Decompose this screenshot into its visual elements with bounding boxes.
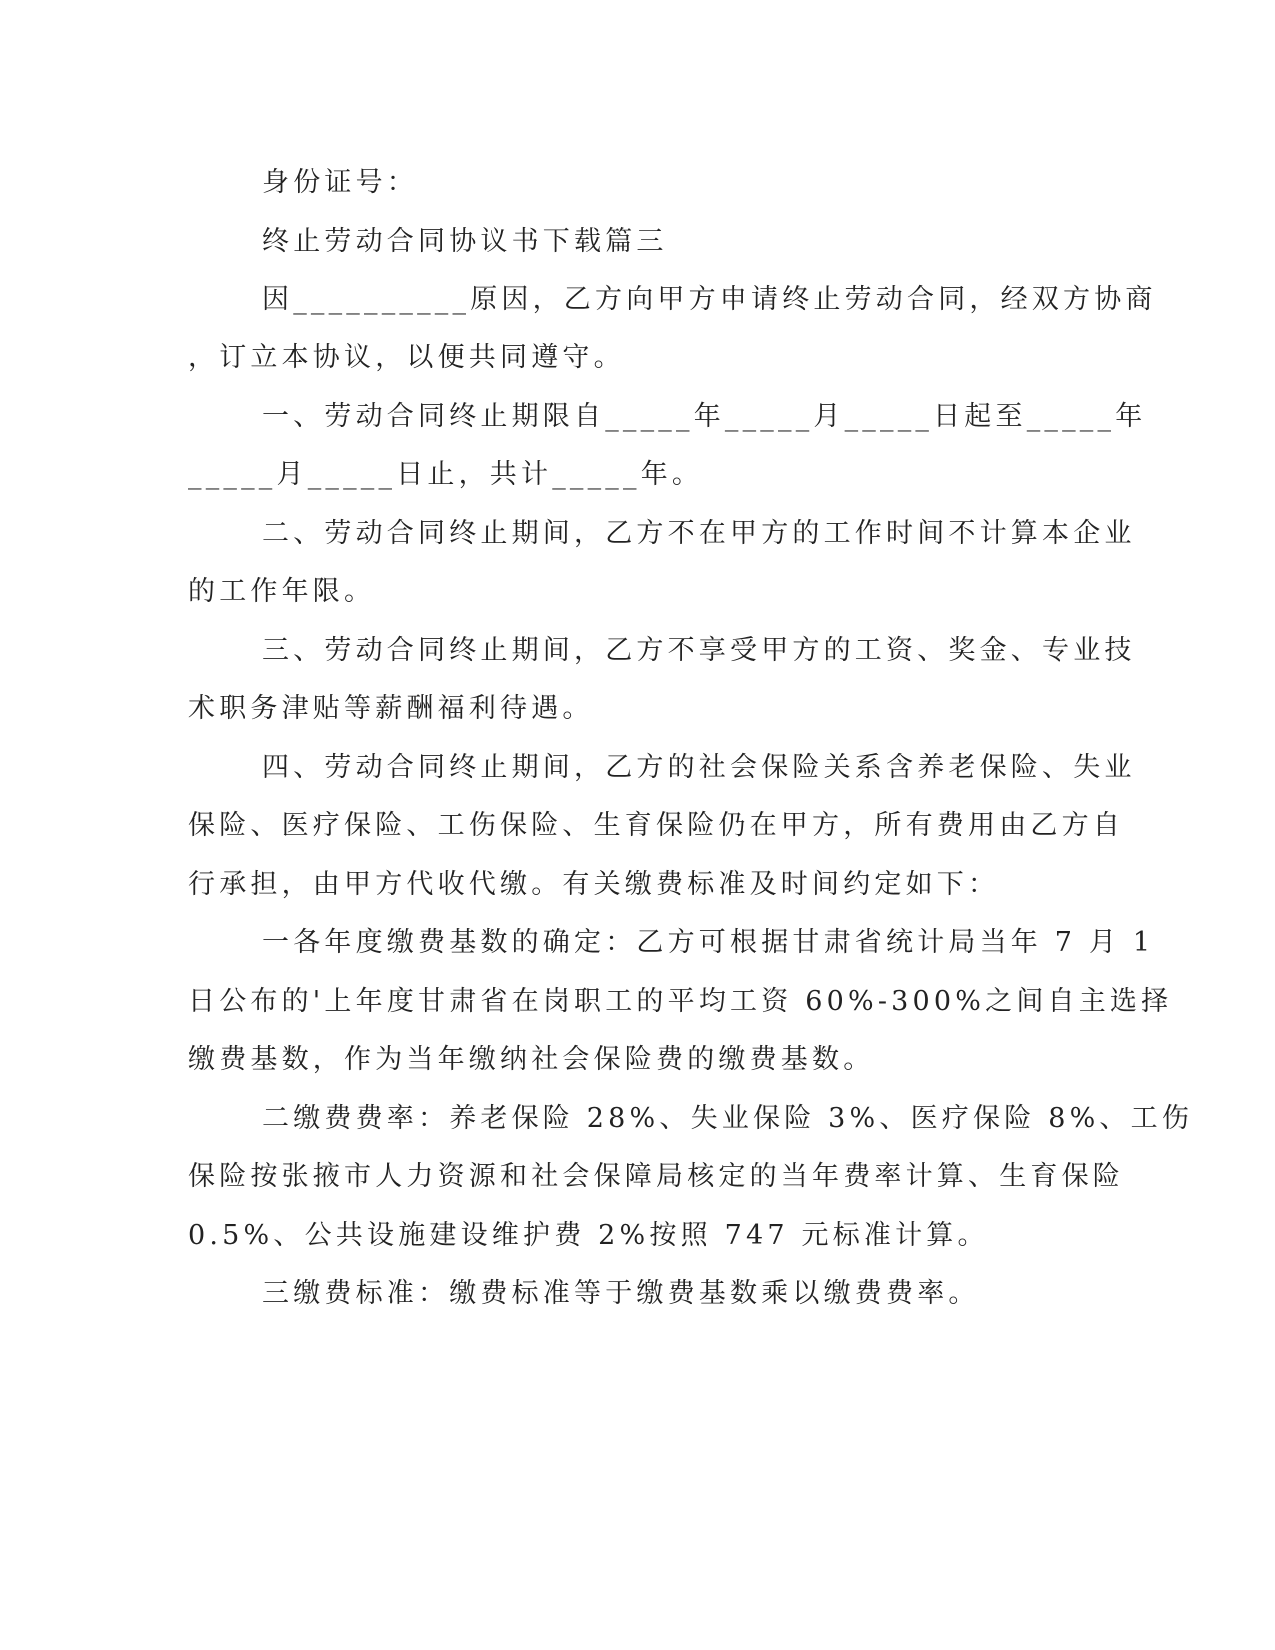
item-1-line: 日公布的'上年度甘肃省在岗职工的平均工资 60%-300%之间自主选择 [188,986,1173,1017]
item-1-line: 一各年度缴费基数的确定：乙方可根据甘肃省统计局当年 7 月 1 [262,927,1155,958]
paragraph-line: 因__________原因，乙方向甲方申请终止劳动合同，经双方协商 [262,284,1157,315]
item-2-line: 二缴费费率：养老保险 28%、失业保险 3%、医疗保险 8%、工伤 [262,1103,1194,1134]
id-number-label: 身份证号： [262,167,418,198]
section-title: 终止劳动合同协议书下载篇三 [262,226,668,257]
clause-4-line: 行承担，由甲方代收代缴。有关缴费标准及时间约定如下： [188,869,1000,900]
paragraph-line: ，订立本协议，以便共同遵守。 [188,342,625,373]
clause-1-line: 一、劳动合同终止期限自_____年_____月_____日起至_____年 [262,401,1147,432]
clause-4-line: 保险、医疗保险、工伤保险、生育保险仍在甲方，所有费用由乙方自 [188,810,1124,841]
clause-2-line: 二、劳动合同终止期间，乙方不在甲方的工作时间不计算本企业 [262,518,1136,549]
item-1-line: 缴费基数，作为当年缴纳社会保险费的缴费基数。 [188,1044,875,1075]
item-2-line: 保险按张掖市人力资源和社会保障局核定的当年费率计算、生育保险 [188,1161,1124,1192]
clause-3-line: 三、劳动合同终止期间，乙方不享受甲方的工资、奖金、专业技 [262,635,1136,666]
clause-2-line: 的工作年限。 [188,576,376,607]
clause-3-line: 术职务津贴等薪酬福利待遇。 [188,693,594,724]
clause-4-line: 四、劳动合同终止期间，乙方的社会保险关系含养老保险、失业 [262,752,1136,783]
clause-1-line: _____月_____日止，共计_____年。 [188,459,704,490]
item-2-line: 0.5%、公共设施建设维护费 2%按照 747 元标准计算。 [188,1220,989,1251]
item-3-line: 三缴费标准：缴费标准等于缴费基数乘以缴费费率。 [262,1278,980,1309]
